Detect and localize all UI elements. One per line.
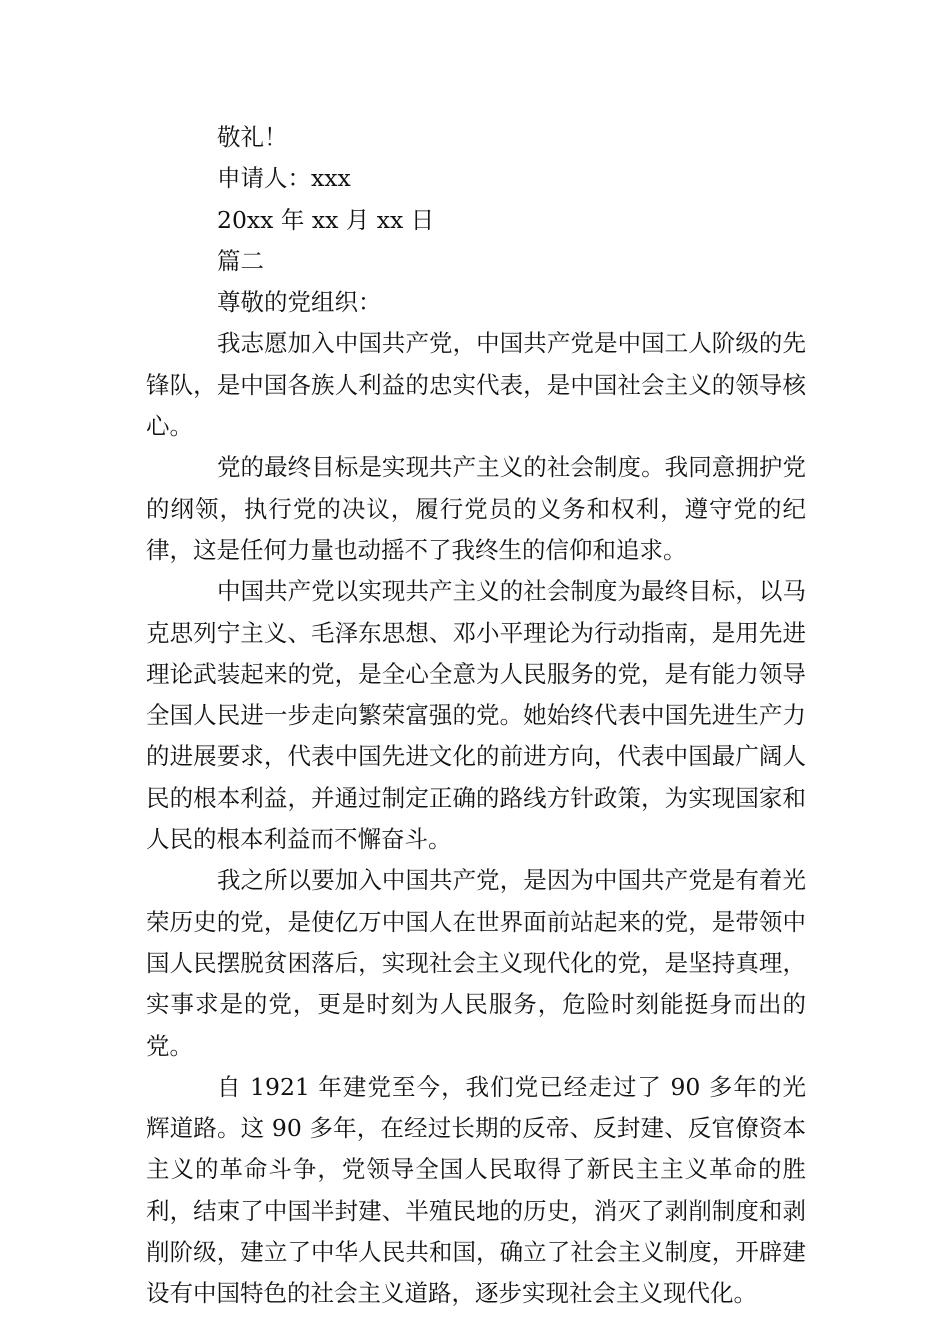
closing-line: 敬礼！ — [217, 123, 288, 151]
salutation-line: 尊敬的党组织： — [217, 288, 382, 317]
section-title: 篇二 — [217, 246, 264, 275]
date-line: 20xx 年 xx 月 xx 日 — [217, 205, 435, 234]
paragraph: 自 1921 年建党至今，我们党已经走过了 90 多年的光辉道路。这 90 多年，在经过长期的反帝、反封建、反官僚资本主义的革命斗争，党领导全国人民取得了新民主主义革命的胜利，结束了中国半封建、半殖民地的历史，消灭了剥削制度和剥削阶级，建立了中华人民共和国，确立了社会主义制度，开辟建设有中国特色的社会主义道路，逐步实现社会主义现代化。 — [146, 1072, 806, 1308]
paragraph: 党的最终目标是实现共产主义的社会制度。我同意拥护党的纲领，执行党的决议，履行党员的义务和权利，遵守党的纪律，这是任何力量也动摇不了我终生的信仰和追求。 — [146, 453, 806, 564]
paragraph: 我志愿加入中国共产党，中国共产党是中国工人阶级的先锋队，是中国各族人利益的忠实代表，是中国社会主义的领导核心。 — [146, 329, 806, 441]
paragraph: 我之所以要加入中国共产党，是因为中国共产党是有着光荣历史的党，是使亿万中国人在世界面前站起来的党，是带领中国人民摆脱贫困落后，实现社会主义现代化的党，是坚持真理，实事求是的党，更是时刻为人民服务，危险时刻能挺身而出的党。 — [146, 866, 806, 1060]
applicant-line: 申请人：xxx — [217, 164, 351, 193]
paragraph: 中国共产党以实现共产主义的社会制度为最终目标，以马克思列宁主义、毛泽东思想、邓小平理论为行动指南，是用先进理论武装起来的党，是全心全意为人民服务的党，是有能力领导全国人民进一步走向繁荣富强的党。她始终代表中国先进生产力的进展要求，代表中国先进文化的前进方向，代表中国最广阔人民的根本利益，并通过制定正确的路线方针政策，为实现国家和人民的根本利益而不懈奋斗。 — [146, 577, 806, 854]
document-body — [146, 117, 806, 1315]
